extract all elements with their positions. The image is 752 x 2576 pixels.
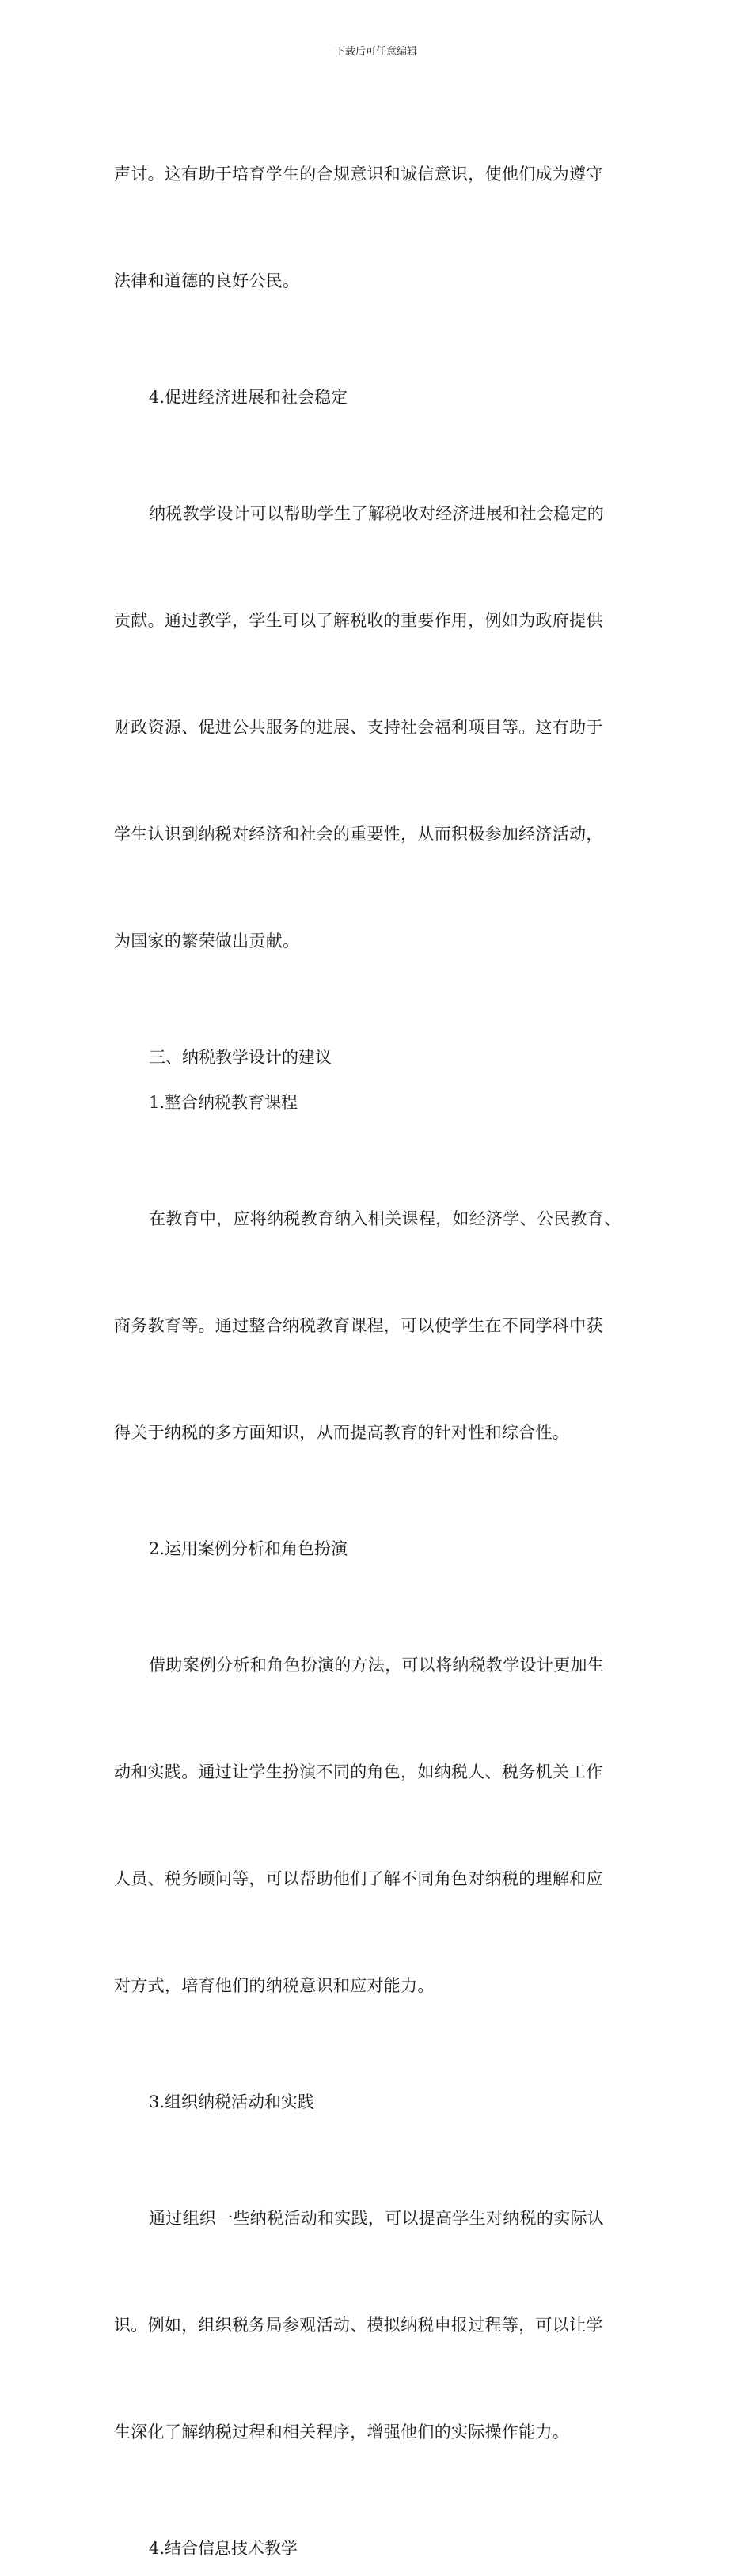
text-line: 为国家的繁荣做出贡献。: [114, 931, 300, 950]
text-line: 生深化了解纳税过程和相关程序，增强他们的实际操作能力。: [114, 2422, 570, 2441]
paragraph-economy: [114, 425, 640, 1030]
text-line: 纳税教学设计可以帮助学生了解税收对经济进展和社会稳定的: [149, 504, 605, 523]
text-line: 通过组织一些纳税活动和实践，可以提高学生对纳税的实际认: [149, 2209, 605, 2228]
section-heading-2-case-study: 2.运用案例分析和角色扮演: [149, 1539, 348, 1558]
paragraph-case-study: [114, 1576, 640, 2075]
document-body: [114, 85, 640, 2576]
text-line: 学生认识到纳税对经济和社会的重要性，从而积极参加经济活动，: [114, 825, 603, 844]
text-line: 借助案例分析和角色扮演的方法，可以将纳税教学设计更加生: [149, 1656, 605, 1675]
section-heading-4-economy: 4.促进经济进展和社会稳定: [149, 388, 348, 407]
page-header: 下载后可任意编辑: [334, 46, 417, 58]
text-line: 法律和道德的良好公民。: [114, 271, 300, 290]
text-line: 声讨。这有助于培育学生的合规意识和诚信意识，使他们成为遵守: [114, 165, 603, 184]
text-line: 贡献。通过教学，学生可以了解税收的重要作用，例如为政府提供: [114, 611, 603, 630]
section-heading-3-activities: 3.组织纳税活动和实践: [149, 2092, 315, 2111]
text-line: 动和实践。通过让学生扮演不同的角色，如纳税人、税务机关工作: [114, 1762, 603, 1781]
section-heading-4-it: 4.结合信息技术教学: [149, 2539, 298, 2558]
section-heading-3-suggestions: 三、纳税教学设计的建议: [149, 1048, 332, 1067]
text-line: 人员、税务顾问等，可以帮助他们了解不同角色对纳税的理解和应: [114, 1869, 603, 1888]
text-line: 商务教育等。通过整合纳税教育课程，可以使学生在不同学科中获: [114, 1316, 603, 1335]
paragraph-curriculum: [114, 1130, 640, 1522]
text-line: 财政资源、促进公共服务的进展、支持社会福利项目等。这有助于: [114, 718, 603, 737]
paragraph-continuation: [114, 85, 640, 370]
text-line: 对方式，培育他们的纳税意识和应对能力。: [114, 1976, 435, 1995]
paragraph-activities: [114, 2130, 640, 2521]
section-heading-1-curriculum: 1.整合纳税教育课程: [149, 1093, 298, 1112]
text-line: 识。例如，组织税务局参观活动、模拟纳税申报过程等，可以让学: [114, 2316, 603, 2335]
text-line: 得关于纳税的多方面知识，从而提高教育的针对性和综合性。: [114, 1423, 570, 1442]
text-line: 在教育中，应将纳税教育纳入相关课程，如经济学、公民教育、: [149, 1209, 621, 1228]
